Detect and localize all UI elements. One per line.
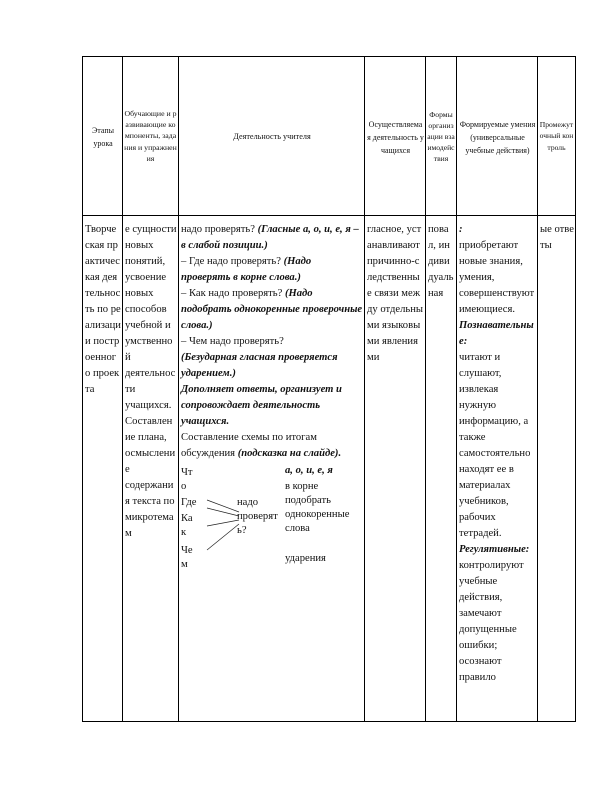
scheme-center: надо проверять? xyxy=(237,497,278,536)
teacher-answer-4: (Безударная гласная проверяется ударением.) xyxy=(181,352,338,379)
scheme-answer-2: в корне xyxy=(285,481,319,492)
forms-cell: повал, индивидуальная xyxy=(426,216,457,722)
scheme-word-4: Чем xyxy=(181,545,193,570)
header-forms: Формы организации взаимодействия xyxy=(426,57,457,216)
stage-row xyxy=(83,216,576,722)
scheme-answer-4: ударения xyxy=(285,553,326,564)
teacher-question-2: – Где надо проверять? (Надо проверять в корне слова.) xyxy=(181,256,312,283)
teacher-question-3: – Как надо проверять? (Надо подобрать однокоренные проверочные слова.) xyxy=(181,288,363,331)
header-row xyxy=(83,57,576,216)
skills-regulatory-label: Регулятивные: xyxy=(459,544,530,555)
skills-cognitive-label: Познавательные: xyxy=(459,320,534,347)
skills-cell xyxy=(457,216,538,722)
scheme-word-3: Как xyxy=(181,513,193,538)
lesson-table xyxy=(82,56,576,722)
components-line-1: е сущности новых понятий, усвоение новых способов учебной и умственной деятельности учащихся. xyxy=(125,224,177,411)
teacher-question-1: надо проверять? (Гласные а, о, и, е, я – в слабой позиции.) xyxy=(181,224,359,251)
teacher-addition: Дополняет ответы, организует и сопровождает деятельность учащихся. xyxy=(181,384,342,427)
skills-line-5: контролируют учебные действия, замечают допущенные ошибки; осознают правило xyxy=(459,560,524,683)
scheme-answer-1: а, о, и, е, я xyxy=(285,465,333,476)
header-control: Промежуточный контроль xyxy=(538,57,576,216)
header-teacher: Деятельность учителя xyxy=(179,57,365,216)
scheme-answer-3: подобрать однокоренные слова xyxy=(285,495,350,534)
skills-line-3: читают и слушают, извлекая нужную информацию, а также самостоятельно находят ее в материалах учебников, рабочих тетрадей. xyxy=(459,352,531,539)
students-cell: гласное, устанавливают причинно-следственные связи между отдельными языковыми явлениями xyxy=(365,216,426,722)
header-students: Осуществляемая деятельность учащихся xyxy=(365,57,426,216)
scheme-word-2: Где xyxy=(181,497,197,508)
skills-line-1: приобретают новые знания, умения, совершенствуют имеющиеся. xyxy=(459,240,535,315)
components-cell xyxy=(123,216,179,722)
header-components: Обучающие и развивающие компоненты, задания и упражнения xyxy=(123,57,179,216)
teacher-scheme-intro: Составление схемы по итогам обсуждения (подсказка на слайде). xyxy=(181,432,342,459)
skills-colon: : xyxy=(459,224,463,235)
stage-cell: Творческая практическая деятельность по реализации построенного проекта xyxy=(83,216,123,722)
scheme-diagram xyxy=(181,464,363,584)
scheme-word-1: Что xyxy=(181,467,193,492)
scheme-connector-lines xyxy=(181,464,241,564)
components-line-2: Составление плана, осмысление содержания текста по микротемам xyxy=(125,416,176,539)
teacher-question-4: – Чем надо проверять? xyxy=(181,336,284,347)
control-cell: ые ответы xyxy=(538,216,576,722)
header-stage: Этапы урока xyxy=(83,57,123,216)
teacher-cell xyxy=(179,216,365,722)
header-skills: Формируемые умения (универсальные учебные действия) xyxy=(457,57,538,216)
